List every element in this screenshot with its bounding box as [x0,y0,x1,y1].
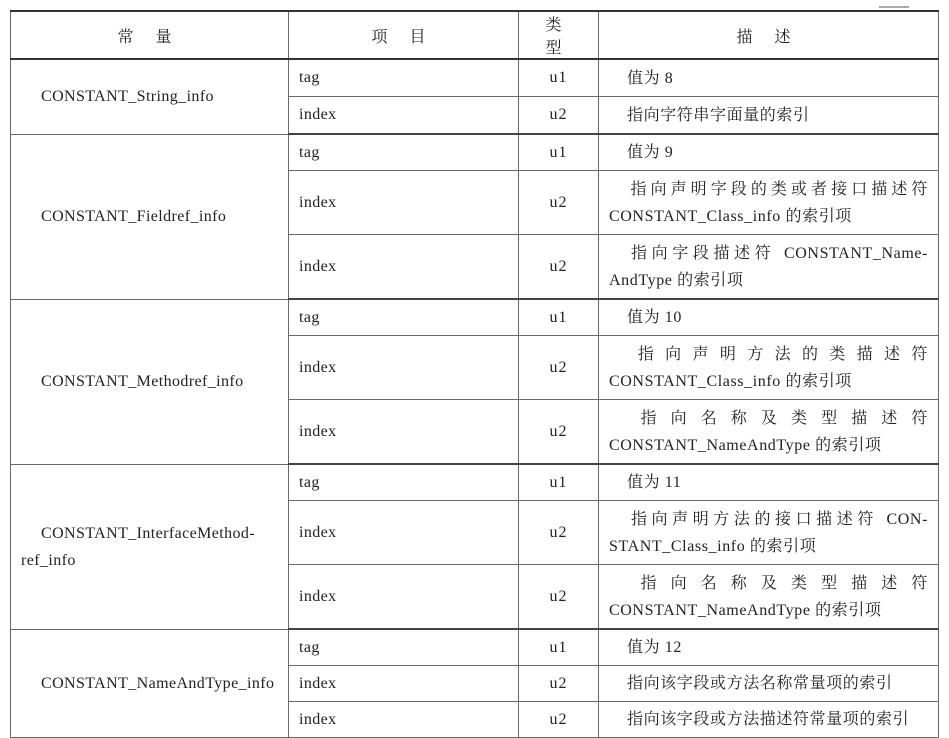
header-constant: 常量 [11,11,289,59]
table-row [11,629,939,666]
desc-cell [599,464,939,501]
desc-cell [599,134,939,171]
desc-text: 值为 11 [627,474,682,491]
desc-text: 指向名称及类型描述符 CONSTANT_NameAndType 的索引项 [609,409,928,454]
table-row [11,134,939,171]
constant-name-text: CONSTANT_Methodref_info [41,373,244,390]
desc-cell [599,629,939,666]
item-cell: index [289,235,519,300]
desc-text: 值为 9 [627,144,674,161]
desc-text: 指向该字段或方法描述符常量项的索引 [627,711,910,728]
table-body [11,59,939,738]
type-cell: u1 [519,464,599,501]
header-item: 项目 [289,11,519,59]
type-cell: u2 [519,702,599,738]
constant-name-text: CONSTANT_Fieldref_info [41,208,227,225]
item-cell: tag [289,629,519,666]
table-row [11,464,939,501]
desc-text: 指向字符串字面量的索引 [627,106,810,124]
item-cell: tag [289,464,519,501]
constant-name-text: CONSTANT_InterfaceMethod-ref_info [21,524,255,569]
desc-cell [599,666,939,702]
item-cell: index [289,501,519,565]
type-cell: u1 [519,629,599,666]
type-cell: u2 [519,336,599,400]
type-cell: u2 [519,666,599,702]
item-cell: tag [289,299,519,336]
desc-cell [599,501,939,565]
item-cell: index [289,702,519,738]
header-desc: 描述 [599,11,939,59]
header-row [11,11,939,59]
item-cell: index [289,336,519,400]
desc-text: 指向该字段或方法名称常量项的索引 [627,675,893,692]
header-type: 类型 [519,11,599,59]
constant-name [11,59,289,134]
constant-pool-table [10,10,939,738]
type-cell: u1 [519,59,599,97]
desc-text: 指向名称及类型描述符 CONSTANT_NameAndType 的索引项 [609,574,928,619]
type-cell: u2 [519,565,599,630]
desc-cell [599,235,939,300]
desc-text: 值为 12 [627,639,683,656]
desc-text: 指向字段描述符 CONSTANT_Name-AndType 的索引项 [609,244,928,289]
type-cell: u2 [519,171,599,235]
item-cell: index [289,400,519,465]
item-cell: index [289,97,519,135]
desc-text: 值为 10 [627,309,683,326]
type-cell: u2 [519,235,599,300]
desc-cell [599,59,939,97]
constant-name [11,629,289,738]
type-cell: u1 [519,134,599,171]
type-cell: u2 [519,501,599,565]
constant-name [11,464,289,629]
desc-cell [599,336,939,400]
type-cell: u1 [519,299,599,336]
item-cell: tag [289,59,519,97]
desc-cell [599,565,939,630]
constant-name [11,299,289,464]
desc-text: 指向声明字段的类或者接口描述符 CONSTANT_Class_info 的索引项 [609,180,928,225]
desc-text: 值为 8 [627,69,674,87]
desc-text: 指向声明方法的类描述符 CONSTANT_Class_info 的索引项 [609,345,928,390]
constant-name-text: CONSTANT_NameAndType_info [41,674,275,692]
table-header [11,11,939,59]
item-cell: index [289,666,519,702]
desc-cell [599,97,939,135]
table-row [11,59,939,97]
type-cell: u2 [519,400,599,465]
desc-cell [599,171,939,235]
table-row [11,299,939,336]
type-cell: u2 [519,97,599,135]
item-cell: index [289,565,519,630]
constant-name-text: CONSTANT_String_info [41,88,214,106]
item-cell: index [289,171,519,235]
item-cell: tag [289,134,519,171]
desc-cell [599,299,939,336]
constant-name [11,134,289,299]
desc-text: 指向声明方法的接口描述符 CON-STANT_Class_info 的索引项 [609,510,928,555]
desc-cell [599,400,939,465]
page-corner-mark [879,0,909,8]
desc-cell [599,702,939,738]
